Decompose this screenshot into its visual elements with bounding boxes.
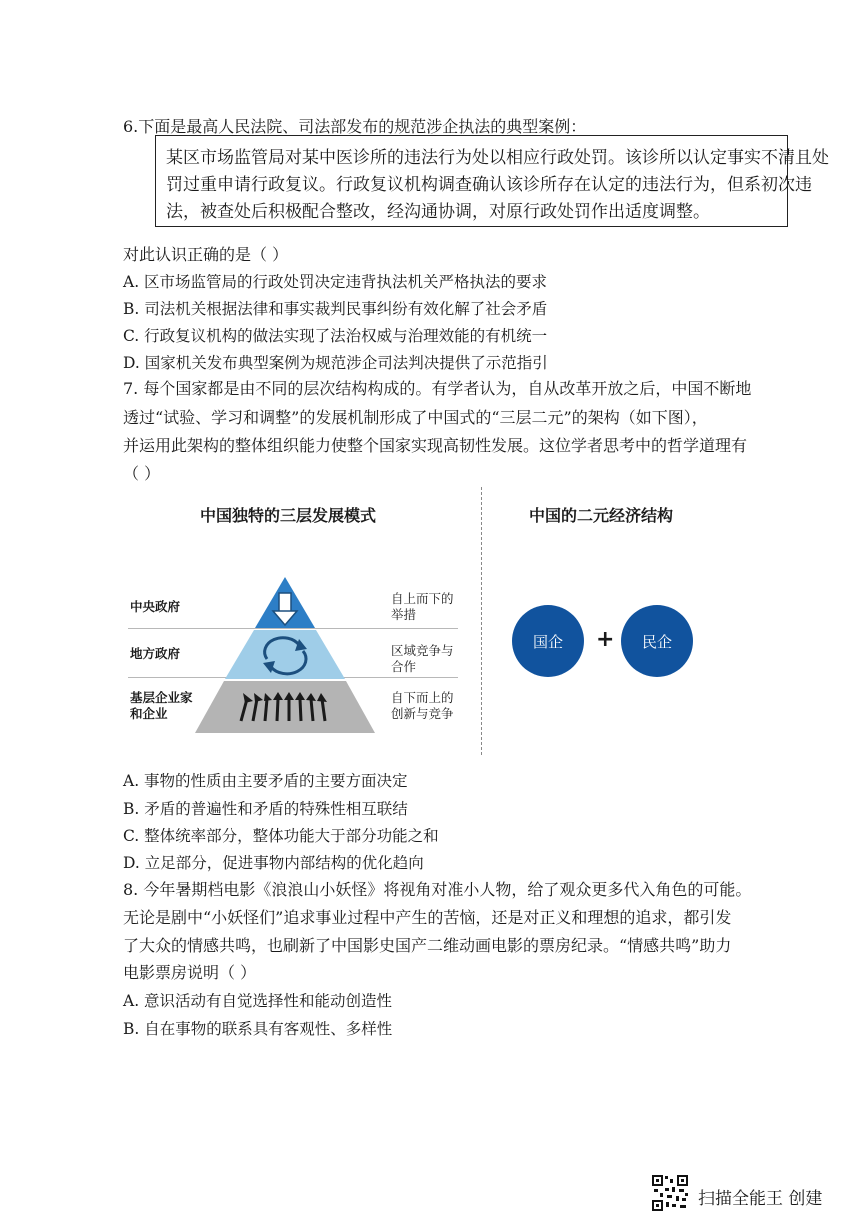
q8-option-a: A. 意识活动有自觉选择性和能动创造性 xyxy=(123,992,393,1010)
level-desc-top-down: 自上而下的举措 xyxy=(391,591,454,622)
pyramid-diagram xyxy=(195,575,375,735)
q6-option-b: B. 司法机关根据法律和事实裁判民事纠纷有效化解了社会矛盾 xyxy=(123,300,548,318)
qr-code-icon xyxy=(651,1174,689,1212)
left-figure-title: 中国独特的三层发展模式 xyxy=(200,506,377,525)
pyramid-bottom-level xyxy=(195,681,375,733)
q7-stem-line-4: （ ） xyxy=(123,464,161,483)
q8-stem-line-4: 电影票房说明（ ） xyxy=(123,963,257,982)
level-label-central: 中央政府 xyxy=(130,599,181,614)
q6-option-a: A. 区市场监管局的行政处罚决定违背执法机关严格执法的要求 xyxy=(123,273,548,291)
q6-option-c: C. 行政复议机构的做法实现了法治权威与治理效能的有机统一 xyxy=(123,327,548,345)
level-label-local: 地方政府 xyxy=(130,646,181,661)
level-label-grassroots: 基层企业家和企业 xyxy=(130,690,193,721)
q6-stem: 6.下面是最高人民法院、司法部发布的规范涉企执法的典型案例： xyxy=(123,117,587,136)
q6-option-d: D. 国家机关发布典型案例为规范涉企司法判决提供了示范指引 xyxy=(123,354,548,372)
q8-stem-line-3: 了大众的情感共鸣，也刷新了中国影史国产二维动画电影的票房纪录。“情感共鸣”助力 xyxy=(123,936,732,955)
scanner-watermark: 扫描全能王 创建 xyxy=(698,1189,823,1209)
q7-option-c: C. 整体统率部分，整体功能大于部分功能之和 xyxy=(123,827,439,845)
q7-option-b: B. 矛盾的普遍性和矛盾的特殊性相互联结 xyxy=(123,800,408,818)
q6-case-line-2: 罚过重申请行政复议。行政复议机构调查确认该诊所存在认定的违法行为，但系初次违 xyxy=(166,175,812,195)
private-enterprise-circle: 民企 xyxy=(621,605,693,677)
q8-option-b: B. 自在事物的联系具有客观性、多样性 xyxy=(123,1020,393,1038)
q7-stem-line-1: 7. 每个国家都是由不同的层次结构构成的。有学者认为，自从改革开放之后，中国不断地 xyxy=(123,379,752,398)
right-figure-title: 中国的二元经济结构 xyxy=(529,506,674,525)
q6-case-line-3: 法，被查处后积极配合整改，经沟通协调，对原行政处罚作出适度调整。 xyxy=(166,202,710,222)
q6-case-line-1: 某区市场监管局对某中医诊所的违法行为处以相应行政处罚。该诊所以认定事实不清且处 xyxy=(166,148,829,168)
q6-question: 对此认识正确的是（ ） xyxy=(123,245,289,264)
plus-sign: + xyxy=(596,627,615,652)
figure-divider xyxy=(481,487,482,755)
q7-option-a: A. 事物的性质由主要矛盾的主要方面决定 xyxy=(123,772,408,790)
q7-stem-line-3: 并运用此架构的整体组织能力使整个国家实现高韧性发展。这位学者思考中的哲学道理有 xyxy=(123,436,748,455)
state-enterprise-circle: 国企 xyxy=(512,605,584,677)
q8-stem-line-2: 无论是剧中“小妖怪们”追求事业过程中产生的苦恼，还是对正义和理想的追求，都引发 xyxy=(123,908,732,927)
level-desc-bottom-up: 自下而上的创新与竞争 xyxy=(391,690,454,721)
q6-case-box xyxy=(155,135,829,227)
level-desc-regional: 区域竞争与合作 xyxy=(391,643,454,674)
q7-stem-line-2: 透过“试验、学习和调整”的发展机制形成了中国式的“三层二元”的架构（如下图）， xyxy=(123,408,708,427)
q7-option-d: D. 立足部分，促进事物内部结构的优化趋向 xyxy=(123,854,424,872)
q8-stem-line-1: 8. 今年暑期档电影《浪浪山小妖怪》将视角对准小人物，给了观众更多代入角色的可能。 xyxy=(123,880,752,899)
